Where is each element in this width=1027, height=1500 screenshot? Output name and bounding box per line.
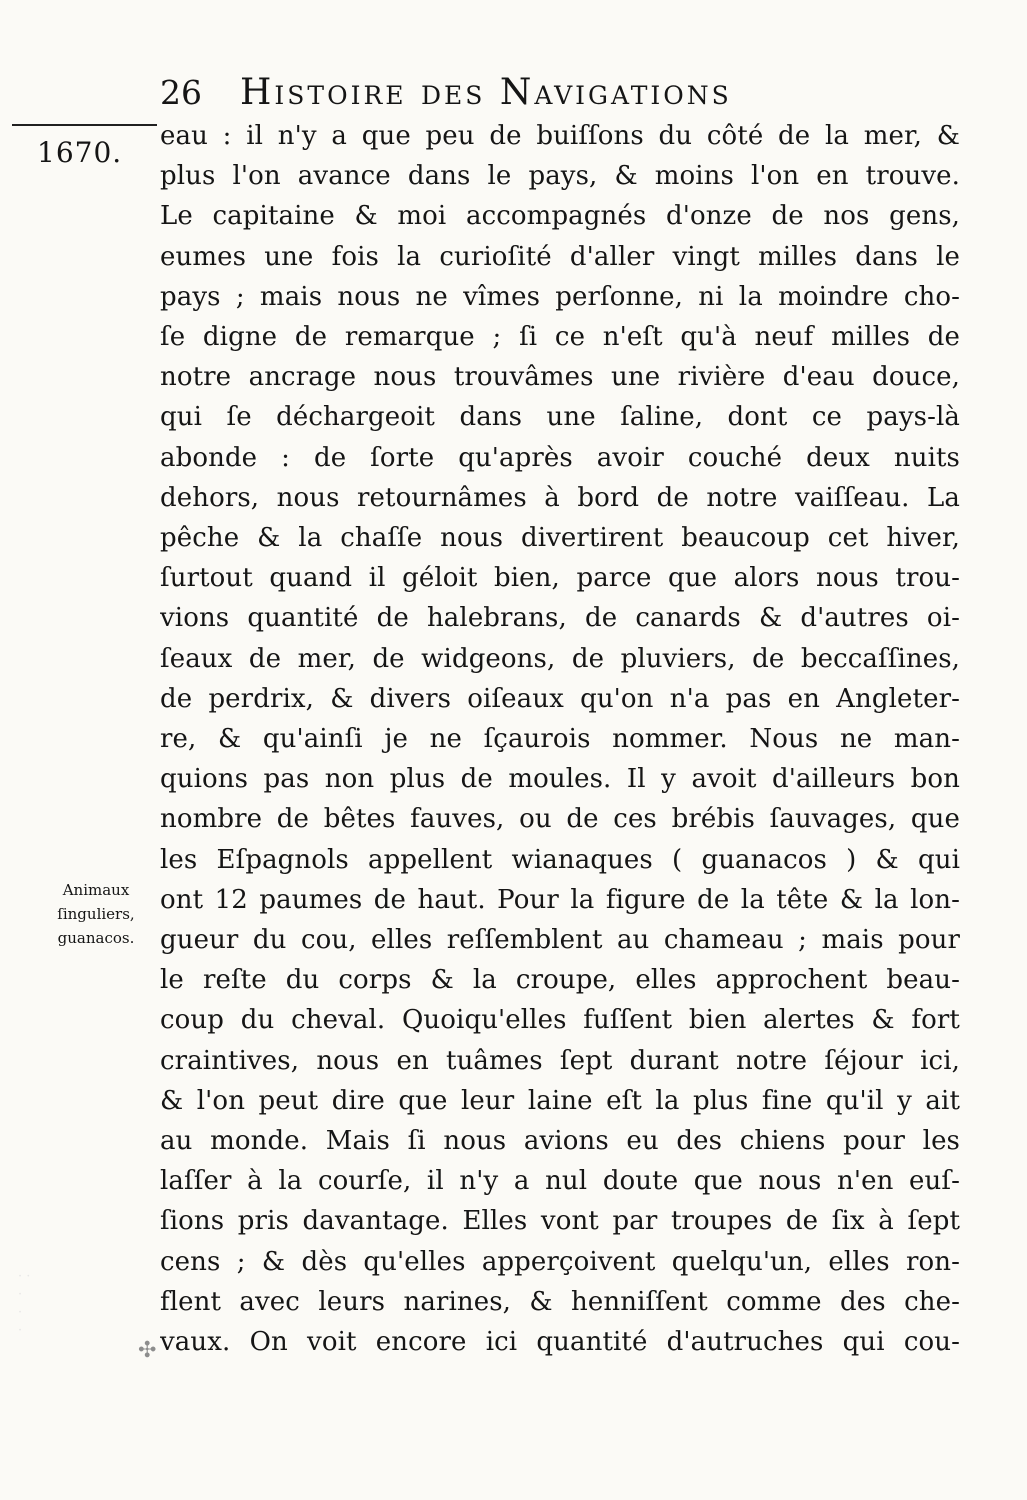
text-line: eau : il n'y a que peu de buiſſons du côté de la mer, & (160, 121, 960, 151)
sidenote-line: Animaux (62, 881, 130, 899)
text-line: dehors, nous retournâmes à bord de notre vaiſſeau. La (160, 482, 960, 513)
text-line: Le capitaine & moi accompagnés d'onze de nos gens, (160, 201, 960, 232)
text-line: quions pas non plus de moules. Il y avoit d'ailleurs bon (160, 764, 960, 795)
text-line: nombre de bêtes fauves, ou de ces brébis ſauvages, que (160, 804, 960, 835)
text-line: craintives, nous en tuâmes ſept durant notre ſéjour ici, (160, 1045, 960, 1076)
text-line: cens ; & dès qu'elles apperçoivent quelqu'un, elles ron- (160, 1246, 960, 1277)
text-line: vaux. On voit encore ici quantité d'autruches qui cou- (160, 1327, 960, 1358)
text-line: ont 12 paumes de haut. Pour la figure de la tête & la lon- (160, 884, 960, 915)
printer-mark-icon: ✣ (138, 1338, 157, 1363)
text-line: laſſer à la courſe, il n'y a nul doute que nous n'en euſ- (160, 1166, 960, 1197)
page-number: 26 (160, 73, 202, 112)
text-line: qui ſe déchargeoit dans une ſaline, dont ce pays-là (160, 402, 960, 433)
text-line: re, & qu'ainſi je ne ſçaurois nommer. Nous ne man- (160, 724, 960, 755)
running-title: Histoire des Navigations (240, 72, 732, 113)
text-line: flent avec leurs narines, & henniſſent comme des che- (160, 1286, 960, 1317)
text-line: notre ancrage nous trouvâmes une rivière d'eau douce, (160, 362, 960, 393)
margin-year-rule (12, 124, 157, 126)
text-line: ſurtout quand il géloit bien, parce que alors nous trou- (160, 563, 960, 594)
text-line: ſeaux de mer, de widgeons, de pluviers, de beccaſſines, (160, 643, 960, 674)
text-line: eumes une fois la curioſité d'aller vingt milles dans le (160, 241, 960, 272)
text-line: coup du cheval. Quoiqu'elles fuſſent bien alertes & fort (160, 1005, 960, 1036)
bleed-mark-1: · · (18, 1269, 31, 1284)
bleed-through-marks (18, 1268, 153, 1378)
bleed-mark-3: · (18, 1305, 23, 1320)
text-line: au monde. Mais ſi nous avions eu des chiens pour les (160, 1126, 960, 1157)
bleed-mark-4: · (18, 1323, 23, 1338)
text-line: plus l'on avance dans le pays, & moins l'on en trouve. (160, 161, 960, 192)
page-header (160, 72, 960, 112)
text-line: pays ; mais nous ne vîmes perſonne, ni la moindre cho- (160, 281, 960, 312)
text-line: abonde : de ſorte qu'après avoir couché deux nuits (160, 442, 960, 473)
margin-year: 1670. (37, 136, 123, 169)
text-line: le reſte du corps & la croupe, elles approchent beau- (160, 965, 960, 996)
text-line: ſe digne de remarque ; ſi ce n'eſt qu'à neuf milles de (160, 322, 960, 353)
margin-sidenote (40, 878, 152, 950)
main-text (160, 116, 960, 1362)
text-line: gueur du cou, elles reſſemblent au chameau ; mais pour (160, 925, 960, 956)
sidenote-line: guanacos. (57, 929, 135, 947)
bleed-mark-2: · (18, 1287, 23, 1302)
text-line: & l'on peut dire que leur laine eſt la plus fine qu'il y ait (160, 1085, 960, 1116)
text-line: pêche & la chaſſe nous divertirent beaucoup cet hiver, (160, 523, 960, 554)
text-line: vions quantité de halebrans, de canards & d'autres oi- (160, 603, 960, 634)
text-line: ſions pris davantage. Elles vont par troupes de ſix à ſept (160, 1206, 960, 1237)
sidenote-line: ſinguliers, (57, 905, 135, 923)
text-line: de perdrix, & divers oiſeaux qu'on n'a pas en Angleter- (160, 683, 960, 714)
text-line: les Eſpagnols appellent wianaques ( guanacos ) & qui (160, 844, 960, 875)
